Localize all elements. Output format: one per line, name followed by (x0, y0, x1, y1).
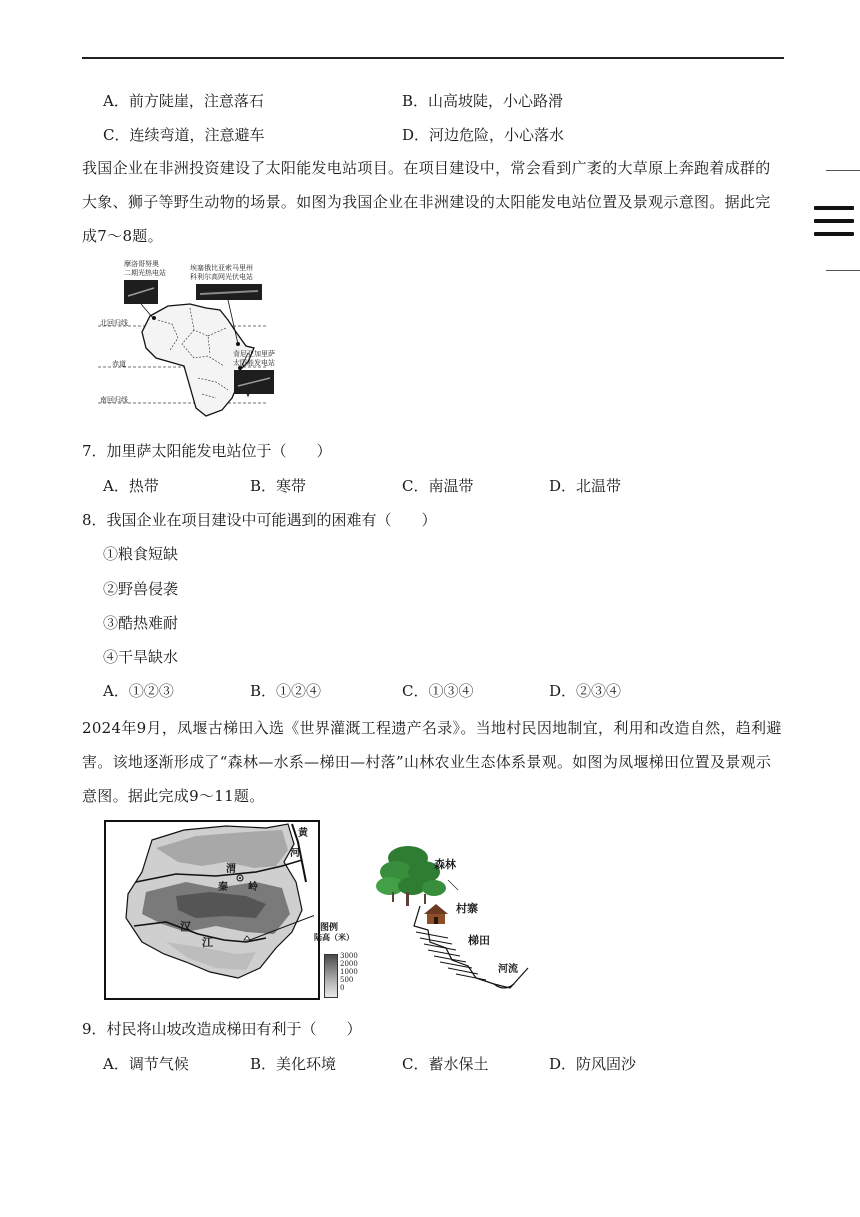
q8-option-c: C．①③④ (402, 682, 474, 700)
menu-bar-1 (814, 206, 854, 210)
elevation-legend (314, 920, 374, 1000)
q7-option-b: B．寒带 (250, 477, 307, 495)
kenya-label-2: 太阳能发电站 (233, 359, 275, 367)
tropic-cancer-label: 北回归线 (100, 319, 128, 327)
ethiopia-site-marker (236, 342, 240, 346)
side-divider-top (826, 170, 860, 171)
legend-value-2000: 2000 (340, 960, 358, 968)
q9-option-d: D．防风固沙 (549, 1055, 637, 1073)
landscape-graphic (368, 842, 548, 992)
legend-subtitle: 陆高（米） (314, 932, 354, 942)
equator-label: 赤道 (112, 360, 126, 368)
han-river-label-han: 汉 (180, 920, 191, 933)
morocco-label-2: 二期光热电站 (124, 269, 166, 277)
yellow-river-label-2: 河 (290, 848, 300, 859)
fengyan-location-map (104, 820, 320, 1000)
village-label: 村寨 (456, 902, 478, 915)
menu-bar-2 (814, 219, 854, 223)
ethiopia-label-1: 埃塞俄比亚索马里州 (190, 264, 253, 272)
forest-label: 森林 (434, 858, 456, 871)
qinling-label-ling: 岭 (248, 882, 258, 893)
q8-option-a: A．①②③ (103, 682, 174, 700)
q9-option-a: A．调节气候 (103, 1055, 189, 1073)
kenya-label-1: 肯尼亚加里萨 (233, 350, 275, 358)
river-label: 河流 (498, 964, 518, 975)
q9-stem: 9．村民将山坡改造成梯田有利于（ ） (82, 1020, 362, 1038)
relief-map-graphic (106, 822, 318, 998)
top-rule (82, 57, 784, 59)
q8-stem: 8．我国企业在项目建设中可能遇到的困难有（ ） (82, 511, 437, 529)
q9-option-b: B．美化环境 (250, 1055, 337, 1073)
q7-stem: 7．加里萨太阳能发电站位于（ ） (82, 442, 332, 460)
legend-value-0: 0 (340, 984, 345, 992)
q7-option-a: A．热带 (103, 477, 159, 495)
morocco-site-marker (152, 316, 156, 320)
menu-bar-3 (814, 232, 854, 236)
yellow-river-label-1: 黄 (298, 828, 308, 839)
legend-color-scale (324, 954, 338, 998)
terrace-label: 梯田 (468, 934, 490, 947)
q7-option-c: C．南温带 (402, 477, 474, 495)
passage-africa: 我国企业在非洲投资建设了太阳能发电站项目。在项目建设中，常会看到广袤的大草原上奔跑着成群的大象、狮子等野生动物的场景。如图为我国企业在非洲建设的太阳能发电站位置及景观示意图。据此完成7～8题。 (82, 159, 771, 245)
q6-option-b: B．山高坡陡，小心路滑 (402, 92, 564, 110)
q6-option-c: C．连续弯道，注意避车 (103, 126, 265, 144)
house-icon (424, 904, 448, 924)
legend-value-3000: 3000 (340, 952, 358, 960)
africa-map-graphic (98, 258, 283, 418)
passage-terrace: 2024年9月，凤堰古梯田入选《世界灌溉工程遗产名录》。当地村民因地制宜，利用和改造自然，趋利避害。该地逐渐形成了“森林—水系—梯田—村落”山林农业生态体系景观。如图为凤堰梯田位置及景观示意图。据此完成9～11题。 (82, 719, 782, 805)
q6-option-a: A．前方陡崖，注意落石 (103, 92, 264, 110)
menu-icon[interactable] (808, 200, 860, 240)
qinling-label-qin: 秦 (218, 882, 228, 893)
morocco-label-1: 摩洛哥努奥 (124, 260, 159, 268)
africa-solar-map (98, 258, 283, 418)
ethiopia-label-2: 科利尔高网光伏电站 (190, 273, 253, 281)
q8-item-3: ③酷热难耐 (103, 614, 179, 632)
q8-option-b: B．①②④ (250, 682, 322, 700)
side-divider-bottom (826, 270, 860, 271)
terrace-landscape-sketch (368, 842, 548, 992)
legend-value-1000: 1000 (340, 968, 358, 976)
legend-title: 图例 (320, 923, 339, 933)
q8-item-4: ④干旱缺水 (103, 648, 179, 666)
q7-option-d: D．北温带 (549, 477, 622, 495)
legend-value-500: 500 (340, 976, 354, 984)
han-river-label-jiang: 江 (202, 936, 213, 949)
q6-option-d: D．河边危险，小心落水 (402, 126, 565, 144)
tree-icon (376, 846, 446, 906)
q8-item-2: ②野兽侵袭 (103, 580, 179, 598)
wei-river-label: 渭 (226, 864, 236, 875)
tropic-capricorn-label: 南回归线 (100, 396, 128, 404)
q9-option-c: C．蓄水保土 (402, 1055, 489, 1073)
q8-option-d: D．②③④ (549, 682, 622, 700)
q8-item-1: ①粮食短缺 (103, 545, 179, 563)
